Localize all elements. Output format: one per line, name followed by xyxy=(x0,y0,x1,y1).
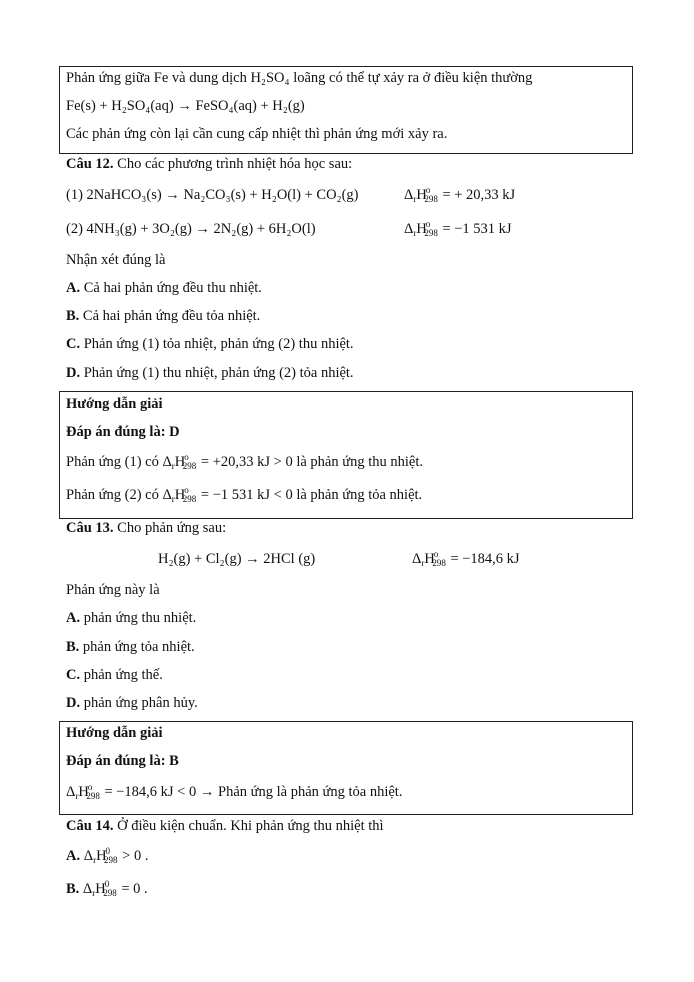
q14-label: Câu 14. xyxy=(66,818,114,834)
delta-h-symbol: $\Delta_rH^o_{298}$ xyxy=(162,485,197,504)
q13-label: Câu 13. xyxy=(66,520,114,536)
q12-equation-1-enthalpy: $\Delta_rH^o_{298}$ = + 20,33 kJ xyxy=(404,185,516,204)
delta-h-symbol: $\Delta_rH^o_{298}$ xyxy=(66,782,100,801)
intro-line-3: Các phản ứng còn lại cần cung cấp nhiệt thì phản ứng mới xảy ra. xyxy=(66,126,448,142)
q14-stem xyxy=(66,817,384,835)
delta-h-symbol: $\Delta_rH^o_{298}$ xyxy=(412,549,446,568)
q12-solution-answer: Đáp án đúng là: D xyxy=(66,424,180,440)
q13-option-a: A. phản ứng thu nhiệt. xyxy=(66,610,197,626)
q13-option-c: C. phản ứng thế. xyxy=(66,667,163,683)
q12-stem-text: Cho các phương trình nhiệt hóa học sau: xyxy=(117,156,353,172)
q12-equation-2: (2) 4NH₃(g) + 3O₂(g) → 2N₂(g) + 6H₂O(l) xyxy=(66,221,316,237)
q13-equation: H₂(g) + Cl₂(g) → 2HCl (g) xyxy=(158,551,316,567)
q12-solution-line-1: Phản ứng (1) có $\Delta_rH^o_{298} = +20,33$ kJ > 0 là phản ứng thu nhiệt. xyxy=(66,452,423,471)
q13-option-b: B. phản ứng tỏa nhiệt. xyxy=(66,639,195,655)
q13-stem xyxy=(66,519,226,537)
q12-solution-heading: Hướng dẫn giải xyxy=(66,396,163,412)
q13-solution-line: $\Delta_rH^o_{298} = -184,6$ kJ < 0 → Phản ứng là phản ứng tỏa nhiệt. xyxy=(66,782,403,801)
q14-stem-text: Ở điều kiện chuẩn. Khi phản ứng thu nhiệt thì xyxy=(117,818,384,834)
q12-prompt: Nhận xét đúng là xyxy=(66,252,166,268)
delta-h-symbol: $\Delta_rH^0_{298}$ xyxy=(82,879,117,898)
delta-h-symbol: $\Delta_rH^o_{298}$ xyxy=(404,185,438,204)
q13-stem-text: Cho phản ứng sau: xyxy=(117,520,227,536)
q12-eq2-value: −1 531 kJ xyxy=(454,221,512,237)
delta-h-symbol: $\Delta_rH^o_{298}$ xyxy=(162,452,197,471)
q12-option-a: A. Cả hai phản ứng đều thu nhiệt. xyxy=(66,280,262,296)
q13-eq-value: = −184,6 kJ xyxy=(450,551,520,567)
delta-h-symbol: $\Delta_rH^0_{298}$ xyxy=(83,846,118,865)
q13-equation-enthalpy xyxy=(412,550,520,572)
intro-line-2: Fe(s) + H₂SO₄(aq) → FeSO₄(aq) + H₂(g) xyxy=(66,98,305,114)
intro-line-1: Phản ứng giữa Fe và dung dịch H₂SO₄ loãng có thể tự xảy ra ở điều kiện thường xyxy=(66,70,533,86)
q12-equation-2-enthalpy: $\Delta_rH^o_{298} = -1$ 531 kJ xyxy=(404,219,512,238)
q12-solution-line-2: Phản ứng (2) có $\Delta_rH^o_{298} = -1$ 531 kJ < 0 là phản ứng tỏa nhiệt. xyxy=(66,485,423,504)
q13-solution-heading: Hướng dẫn giải xyxy=(66,725,163,741)
q12-option-d: D. Phản ứng (1) thu nhiệt, phản ứng (2) tỏa nhiệt. xyxy=(66,365,354,381)
delta-h-symbol: $\Delta_rH^o_{298}$ xyxy=(404,219,438,238)
q12-equation-1: (1) 2NaHCO₃(s) → Na₂CO₃(s) + H₂O(l) + CO₂(g) xyxy=(66,187,359,203)
q12-stem xyxy=(66,155,352,173)
q12-option-c: C. Phản ứng (1) tỏa nhiệt, phản ứng (2) thu nhiệt. xyxy=(66,336,354,352)
q12-eq1-value: + 20,33 kJ xyxy=(454,187,516,203)
q13-prompt: Phản ứng này là xyxy=(66,582,160,598)
q14-option-b: B. $\Delta_rH^0_{298} = 0$ . xyxy=(66,879,148,898)
q14-option-a: A. $\Delta_rH^0_{298} > 0$ . xyxy=(66,846,149,865)
q12-option-b: B. Cả hai phản ứng đều tỏa nhiệt. xyxy=(66,308,261,324)
q13-solution-answer: Đáp án đúng là: B xyxy=(66,753,179,769)
q12-label: Câu 12. xyxy=(66,156,114,172)
q13-option-d: D. phản ứng phân hủy. xyxy=(66,695,198,711)
